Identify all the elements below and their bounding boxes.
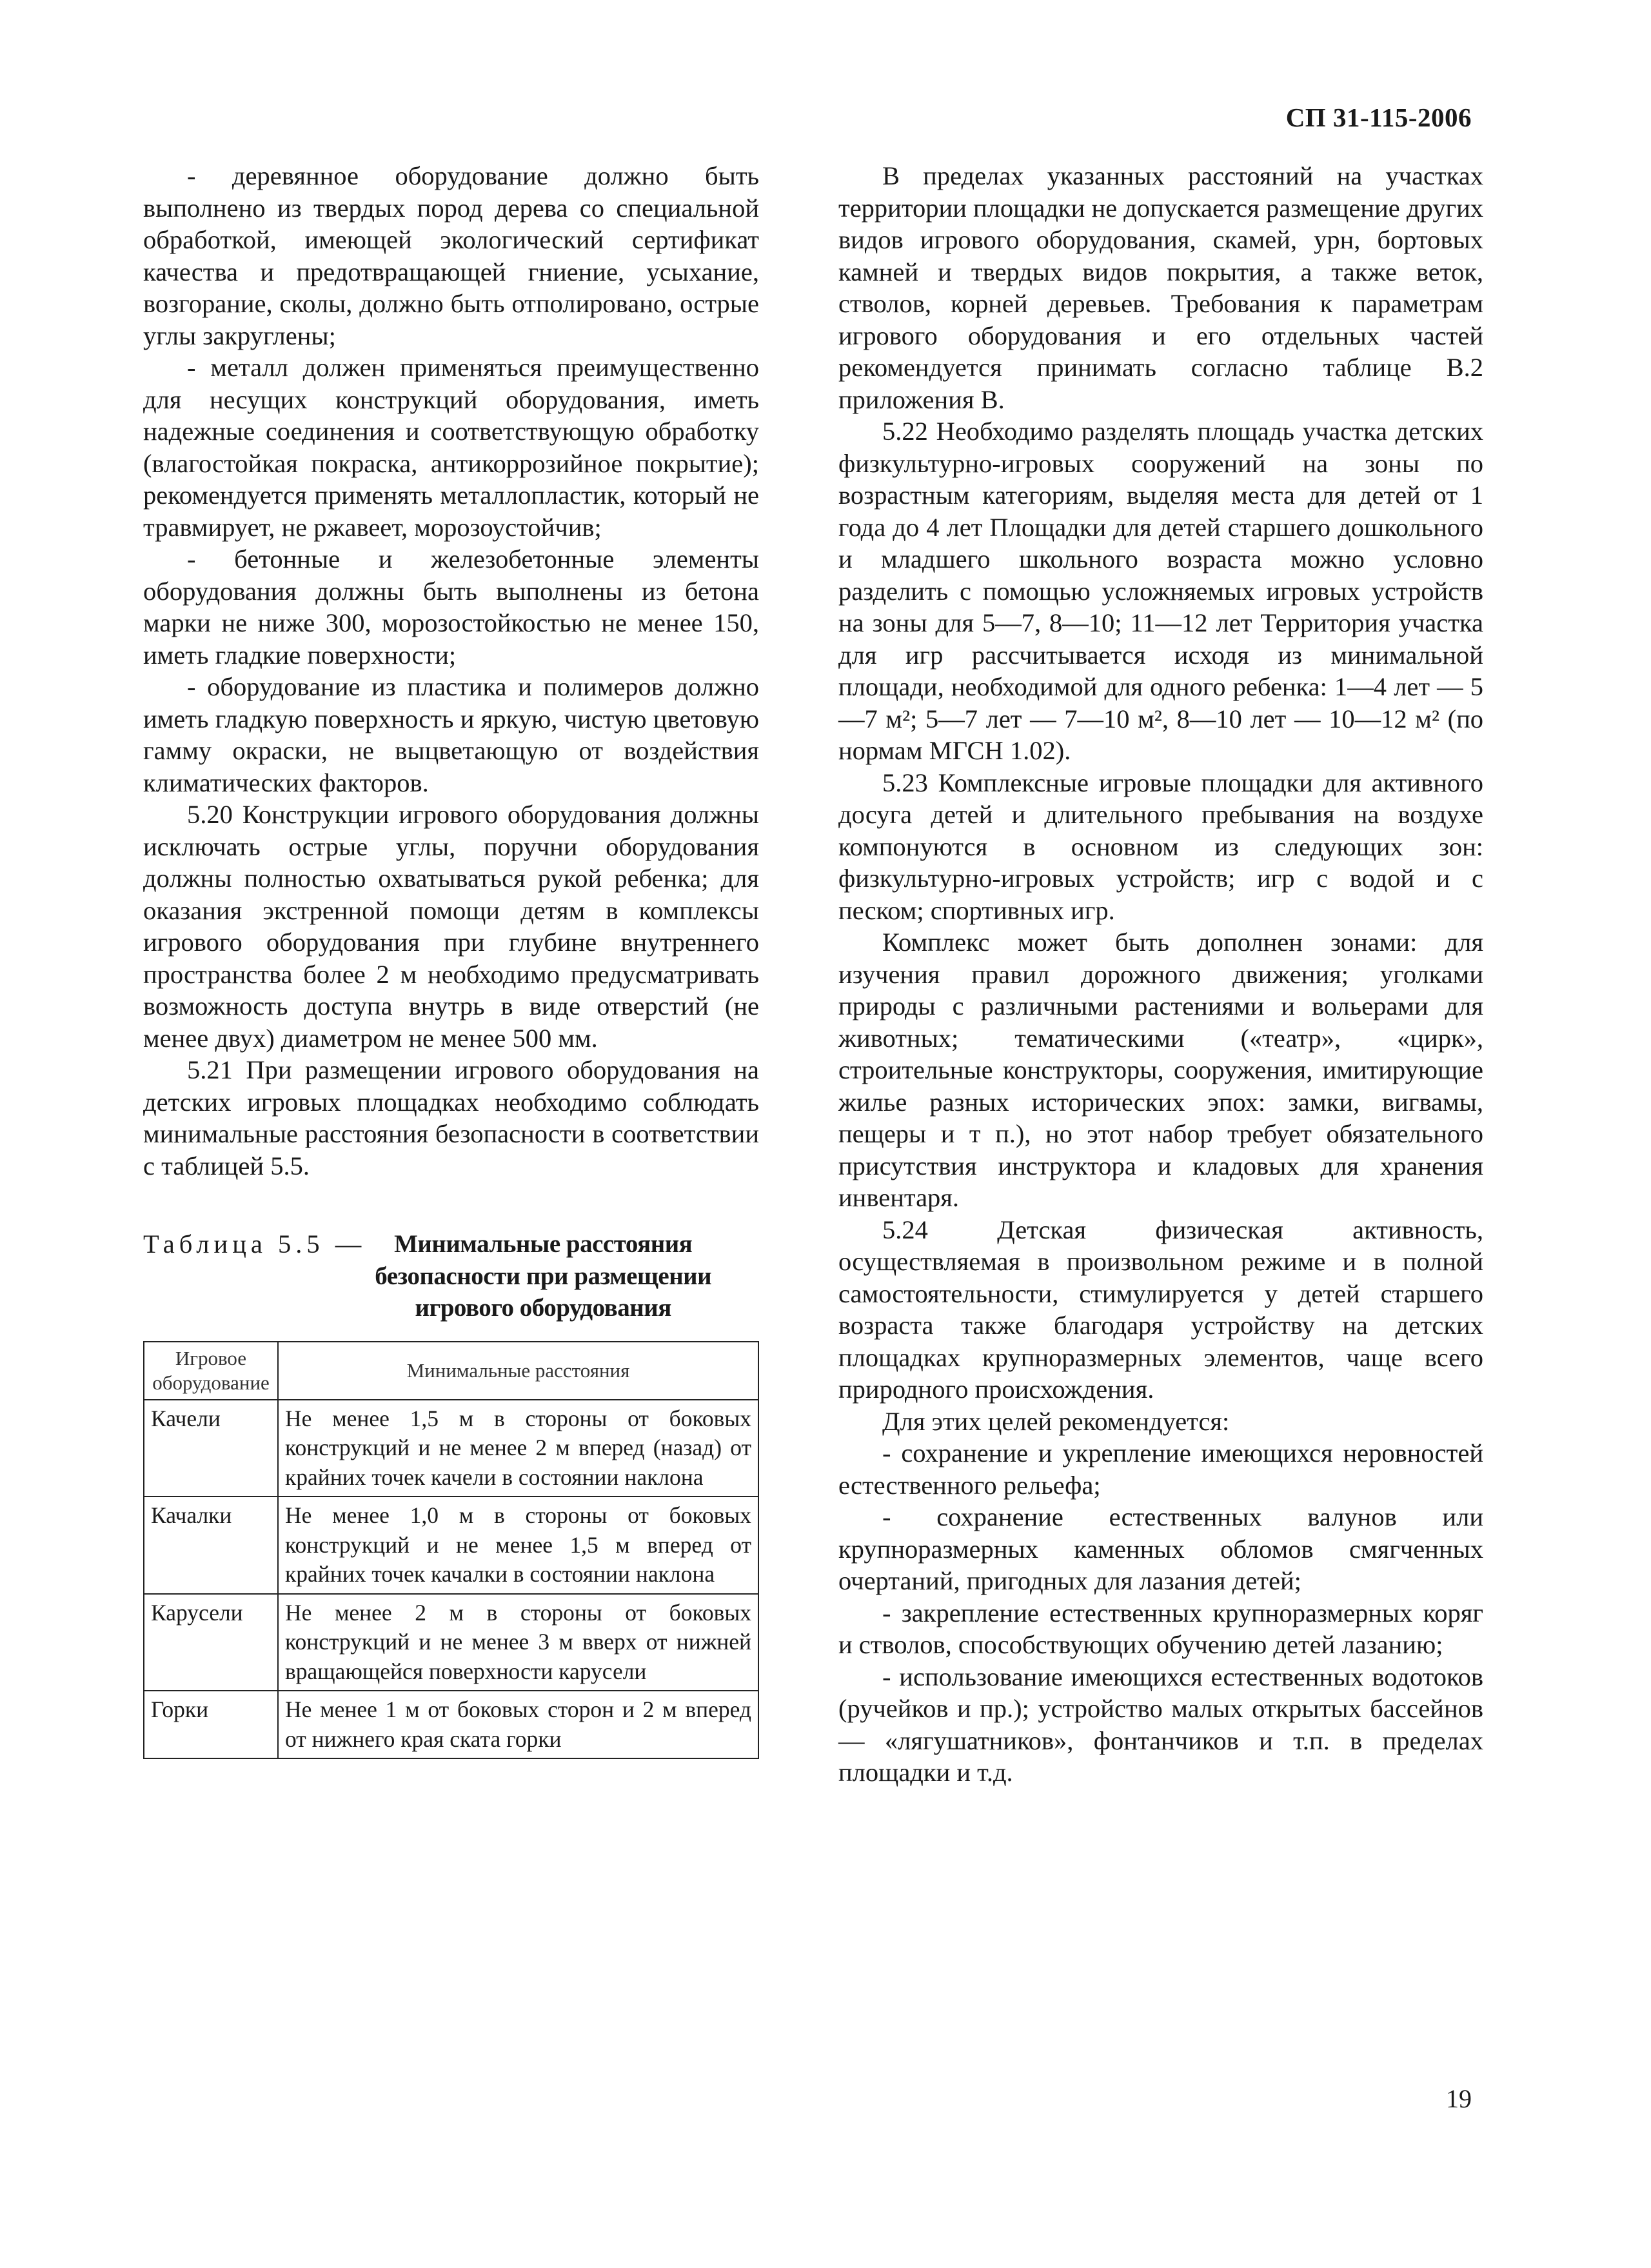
table-caption-line: безопасности при размещении (375, 1262, 712, 1290)
paragraph: - использование имеющихся естественных водотоков (ручейков и пр.); устройство малых открытых бассейнов — «лягушатников», фонтанчиков и т.п. в пределах площадки и т.д. (838, 1662, 1483, 1787)
table-header-equipment: Игровое оборудование (144, 1342, 278, 1400)
table-row (144, 1691, 758, 1758)
table-cell-distance: Не менее 2 м в стороны от боковых конструкций и не менее 3 м вверх от нижней вращающейся поверхности карусели (278, 1594, 758, 1691)
table-cell-distance: Не менее 1,5 м в стороны от боковых конструкций и не менее 2 м вперед (назад) от крайних точек качели в состоянии наклона (278, 1400, 758, 1497)
table-caption (143, 1228, 759, 1324)
paragraph: - оборудование из пластика и полимеров должно иметь гладкую поверхность и яркую, чистую цветовую гамму окраски, не выцветающую от воздействия климатических факторов. (143, 672, 759, 797)
paragraph: 5.23 Комплексные игровые площадки для активного досуга детей и длительного пребывания на воздухе компонуются в основном из следующих зон: физкультурно-игровых устройств; игр с водой и с песком; спортивных игр. (838, 768, 1483, 925)
table-cell-equipment: Качели (144, 1400, 278, 1497)
paragraph: Комплекс может быть дополнен зонами: для изучения правил дорожного движения; уголками природы с различными растениями и вольерами для животных; тематическими («театр», «цирк», строительные конструкторы, сооружения, имитирующие жилье разных исторических эпох: замки, вигвамы, пещеры и т п.), но этот набор требует обязательного присутствия инструктора и кладовых для хранения инвентаря. (838, 928, 1483, 1212)
table-header-distance: Минимальные расстояния (278, 1342, 758, 1400)
paragraph: - металл должен применяться преимущественно для несущих конструкций оборудования, иметь надежные соединения и соответствующую обработку (влагостойкая покраска, антикоррозийное покрытие); рекомендуется применять металлопластик, который не травмирует, не ржавеет, морозоустойчив; (143, 353, 759, 542)
paragraph: - сохранение и укрепление имеющихся неровностей естественного рельефа; (838, 1438, 1483, 1500)
safety-distance-table (143, 1341, 759, 1760)
paragraph: - сохранение естественных валунов или крупноразмерных каменных обломов смягченных очертаний, пригодных для лазания детей; (838, 1502, 1483, 1595)
paragraph: 5.24 Детская физическая активность, осуществляемая в произвольном режиме и в полной самостоятельности, стимулируется у детей старшего возраста также благодаря устройству на детских площадках крупноразмерных элементов, чаще всего природного происхождения. (838, 1215, 1483, 1404)
paragraph: 5.21 При размещении игрового оборудования на детских игровых площадках необходимо соблюдать минимальные расстояния безопасности в соответствии с таблицей 5.5. (143, 1055, 759, 1180)
paragraph: - закрепление естественных крупноразмерных коряг и стволов, способствующих обучению детей лазанию; (838, 1598, 1483, 1659)
table-caption-line: Минимальные расстояния (394, 1230, 693, 1258)
table-cell-equipment: Горки (144, 1691, 278, 1758)
paragraph: Для этих целей рекомендуется: (882, 1406, 1230, 1436)
right-column (838, 160, 1483, 1789)
table-row (144, 1497, 758, 1594)
paragraph: - бетонные и железобетонные элементы оборудования должны быть выполнены из бетона марки не ниже 300, морозостойкостью не менее 150, иметь гладкие поверхности; (143, 544, 759, 670)
paragraph: - деревянное оборудование должно быть выполнено из твердых пород дерева со специальной обработкой, имеющей экологический сертификат качества и предотвращающей гниение, усыхание, возгорание, сколы, должно быть отполировано, острые углы закруглены; (143, 161, 759, 350)
paragraph: 5.20 Конструкции игрового оборудования должны исключать острые углы, поручни оборудования должны полностью охватываться рукой ребенка; для оказания экстренной помощи детям в комплексы игрового оборудования при глубине внутреннего пространства более 2 м необходимо предусматривать возможность доступа внутрь в виде отверстий (не менее двух) диаметром не менее 500 мм. (143, 800, 759, 1053)
table-cell-distance: Не менее 1,0 м в стороны от боковых конструкций и не менее 1,5 м вперед от крайних точек качалки в состоянии наклона (278, 1497, 758, 1594)
table-header-row (144, 1342, 758, 1400)
table-cell-distance: Не менее 1 м от боковых сторон и 2 м вперед от нижнего края ската горки (278, 1691, 758, 1758)
table-row (144, 1400, 758, 1497)
left-column (143, 160, 759, 1759)
paragraph: В пределах указанных расстояний на участках территории площадки не допускается размещение других видов игрового оборудования, скамей, урн, бортовых камней и твердых видов покрытия, а также веток, стволов, корней деревьев. Требования к параметрам игрового оборудования и его отдельных частей рекомендуется принимать согласно таблице В.2 приложения В. (838, 161, 1483, 414)
document-code: СП 31-115-2006 (1285, 103, 1472, 132)
page-number: 19 (1446, 2084, 1472, 2113)
table-cell-equipment: Карусели (144, 1594, 278, 1691)
table-cell-equipment: Качалки (144, 1497, 278, 1594)
table-caption-line: игрового оборудования (415, 1294, 671, 1322)
table-row (144, 1594, 758, 1691)
table-caption-title (375, 1228, 711, 1324)
paragraph: 5.22 Необходимо разделять площадь участка детских физкультурно-игровых сооружений на зоны по возрастным категориям, выделяя места для детей от 1 года до 4 лет Площадки для детей старшего дошкольного и младшего школьного возраста можно условно разделить с помощью усложняемых игровых устройств на зоны для 5—7, 8—10; 11—12 лет Территория участка для игр рассчитывается исходя из минимальной площади, необходимой для одного ребенка: 1—4 лет — 5—7 м²; 5—7 лет — 7—10 м², 8—10 лет — 10—12 м² (по нормам МГСН 1.02). (838, 417, 1483, 765)
table-caption-label: Таблица 5.5 — (143, 1229, 366, 1258)
